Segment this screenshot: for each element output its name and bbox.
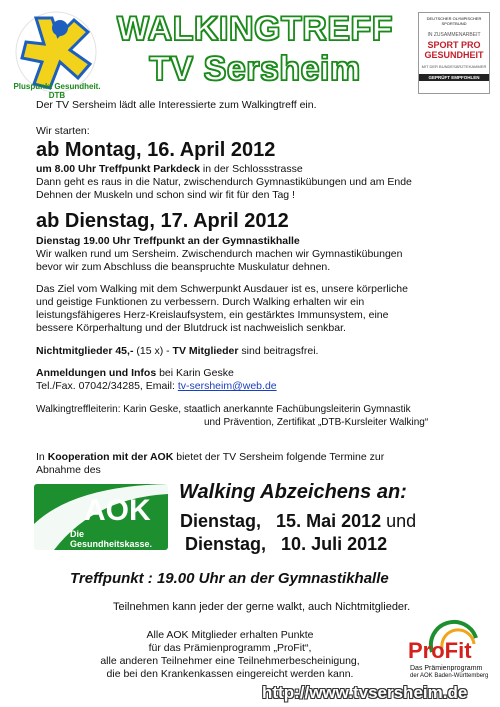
section2-sub: Dienstag 19.00 Uhr Treffpunkt an der Gymnastikhalle xyxy=(36,235,300,247)
fees-member: TV Mitglieder xyxy=(172,345,239,357)
footer-line1: Alle AOK Mitglieder erhalten Punkte xyxy=(146,629,314,641)
date2-date: 10. Juli 2012 xyxy=(281,534,388,554)
fees-nonmember: Nichtmitglieder 45,- xyxy=(36,345,134,357)
date2-day: Dienstag, xyxy=(185,534,267,554)
coop-in: In xyxy=(36,451,48,463)
coop-rest: bietet der TV Sersheim folgende Termine zur xyxy=(173,451,385,463)
contact-heading xyxy=(36,367,234,380)
badge-brand2: GESUNDHEIT xyxy=(424,50,484,60)
leader-line2: und Prävention, Zertifikat „DTB-Kursleiter Walking“ xyxy=(204,417,429,428)
fees-free: sind beitragsfrei. xyxy=(238,345,319,357)
badge-date2 xyxy=(185,534,387,555)
footer-line2: für das Prämienprogramm „ProFit“, xyxy=(148,642,312,654)
section1-sub-rest: in der Schlossstrasse xyxy=(199,163,303,175)
sport-pro-gesundheit-badge xyxy=(418,12,490,94)
aok-logo xyxy=(34,484,168,550)
footer-line4: die bei den Krankenkassen eingereicht werden kann. xyxy=(106,668,354,680)
contact-heading-bold: Anmeldungen und Infos xyxy=(36,367,157,379)
section1-sub-bold: um 8.00 Uhr Treffpunkt Parkdeck xyxy=(36,163,200,175)
goal-line1: Das Ziel vom Walking mit dem Schwerpunkt Ausdauer ist es, unsere körperliche xyxy=(36,283,408,295)
section1-line2: Dehnen der Muskeln und schon sind wir fit für den Tag ! xyxy=(36,189,295,201)
profit-caption2: der AOK Baden-Württemberg xyxy=(410,673,489,679)
badge-bottom: GEPRÜFT EMPFOHLEN xyxy=(419,74,489,81)
date1-date: 15. Mai 2012 xyxy=(276,511,382,531)
email-link[interactable]: tv-sersheim@web.de xyxy=(177,380,277,392)
footer-line3: alle anderen Teilnehmer eine Teilnehmerbescheinigung, xyxy=(100,655,360,667)
section1-line1: Dann geht es raus in die Natur, zwischendurch Gymnastikübungen und am Ende xyxy=(36,176,412,188)
badge-brand1: SPORT PRO xyxy=(427,40,481,50)
section1-sub xyxy=(36,163,303,176)
badge-event-title: Walking Abzeichens an: xyxy=(179,481,407,503)
pluspunkt-text: Pluspunkt Gesundheit. DTB xyxy=(13,82,101,100)
badge-top: DEUTSCHER OLYMPISCHER SPORTBUND xyxy=(426,16,482,26)
page-title-line2: TV Sersheim xyxy=(149,50,361,88)
website-link[interactable]: http://www.tvsersheim.de xyxy=(262,683,468,702)
contact-line xyxy=(36,380,277,393)
badge-mid2: MIT DER BUNDESÄRZTEKAMMER xyxy=(421,64,487,69)
goal-line4: bessere Körperhaltung und der Blutdruck ist nachweislich senkbar. xyxy=(36,322,346,334)
start-label: Wir starten: xyxy=(36,125,90,137)
page-title-line1: WALKINGTREFF xyxy=(116,10,394,48)
everyone-text: Teilnehmen kann jeder der gerne walkt, auch Nichtmitglieder. xyxy=(113,601,411,613)
date1-day: Dienstag, xyxy=(180,511,262,531)
fees-count: (15 x) - xyxy=(133,345,173,357)
section2-line1: Wir walken rund um Sersheim. Zwischendurch machen wir Gymnastikübungen xyxy=(36,248,403,260)
intro-text: Der TV Sersheim lädt alle Interessierte zum Walkingtreff ein. xyxy=(36,99,317,111)
badge-mid1: IN ZUSAMMENARBEIT xyxy=(427,32,481,38)
coop-line1 xyxy=(36,451,384,464)
profit-caption1: Das Prämienprogramm xyxy=(410,665,483,672)
leader-line1: Walkingtreffleiterin: Karin Geske, staatlich anerkannte Fachübungsleiterin Gymnastik xyxy=(36,404,411,415)
badge-date1 xyxy=(180,511,416,532)
coop-line2: Abnahme des xyxy=(36,464,101,476)
aok-logo-text: AOK xyxy=(84,494,151,527)
coop-aok: Kooperation mit der AOK xyxy=(47,451,174,463)
aok-tagline: Die Gesundheitskasse. xyxy=(70,529,153,549)
pluspunkt-logo xyxy=(8,6,106,98)
fees-line xyxy=(36,345,318,358)
goal-line3: leistungsfähigeres Herz-Kreislaufsystem, ein gestärktes Immunsystem, eine xyxy=(36,309,389,321)
profit-logo xyxy=(402,618,494,690)
profit-text: ProFit xyxy=(408,638,472,663)
date1-und: und xyxy=(381,511,417,531)
section2-heading: ab Dienstag, 17. April 2012 xyxy=(36,210,289,232)
section1-heading: ab Montag, 16. April 2012 xyxy=(36,139,276,161)
contact-heading-rest: bei Karin Geske xyxy=(156,367,234,379)
profit-logo-text xyxy=(408,638,472,664)
contact-phone: Tel./Fax. 07042/34285, Email: xyxy=(36,380,178,392)
goal-line2: und geistige Funktionen zu verbessern. Durch Walking erhalten wir ein xyxy=(36,296,365,308)
meeting-point: Treffpunkt : 19.00 Uhr an der Gymnastikhalle xyxy=(70,570,389,587)
section2-line2: bevor wir zum Abschluss die beanspruchte Muskulatur dehnen. xyxy=(36,261,331,273)
